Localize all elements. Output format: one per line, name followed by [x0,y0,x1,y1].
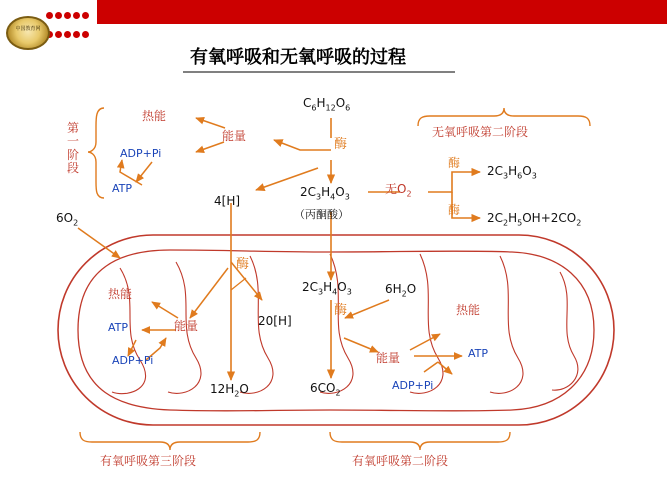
label-pyruvate: $2C_3H_4O_3$ [300,185,350,202]
brace-label-anaerobic-stage2: 无氧呼吸第二阶段 [432,125,529,139]
label-heat-right: 热能 [456,303,481,317]
label-energy-right: 能量 [376,351,401,365]
label-4h: 4[H] [214,194,241,208]
brace-label-aerobic-stage2: 有氧呼吸第二阶段 [352,454,449,468]
label-ethanol: $2C_2H_5OH+2CO_2$ [487,211,582,228]
label-water-out: $12H_2O$ [210,382,249,399]
label-enzyme-anaerobic-2: 酶 [448,203,461,217]
logo-emblem-text: 中国教育网 [15,26,41,32]
label-atp-right: ATP [468,347,489,360]
label-no-oxygen: 无$O_2$ [385,182,412,199]
label-energy-top: 能量 [222,129,247,143]
page-title: 有氧呼吸和无氧呼吸的过程 [190,47,406,68]
label-glucose: $C_6H_{12}O_6$ [303,96,351,113]
brace-label-aerobic-stage3: 有氧呼吸第三阶段 [100,454,197,468]
label-energy-mid: 能量 [174,319,199,333]
brace-label-stage1: 第一阶段 [66,121,79,176]
label-adp-pi-top: ADP+Pi [120,147,162,160]
label-heat-mid: 热能 [108,287,133,301]
label-heat-top: 热能 [142,109,167,123]
label-lactate: $2C_3H_6O_3$ [487,164,537,181]
label-enzyme-stage1: 酶 [334,137,348,152]
label-atp-mid: ATP [108,321,129,334]
label-pyruvate-mito: $2C_3H_4O_3$ [302,280,352,297]
label-enzyme-stage2: 酶 [334,303,348,318]
label-pyruvate-name: （丙酮酸） [294,208,349,221]
label-enzyme-anaerobic-1: 酶 [448,156,461,170]
label-co2-out: $6CO_2$ [310,381,341,398]
label-atp-top: ATP [112,182,133,195]
label-adp-pi-mid: ADP+Pi [112,354,154,367]
label-enzyme-stage3: 酶 [236,257,250,272]
label-adp-pi-right: ADP+Pi [392,379,434,392]
label-oxygen-in: $6O_2$ [56,211,79,228]
label-water-in: $6H_2O$ [385,282,417,299]
label-20h: 20[H] [258,314,292,328]
